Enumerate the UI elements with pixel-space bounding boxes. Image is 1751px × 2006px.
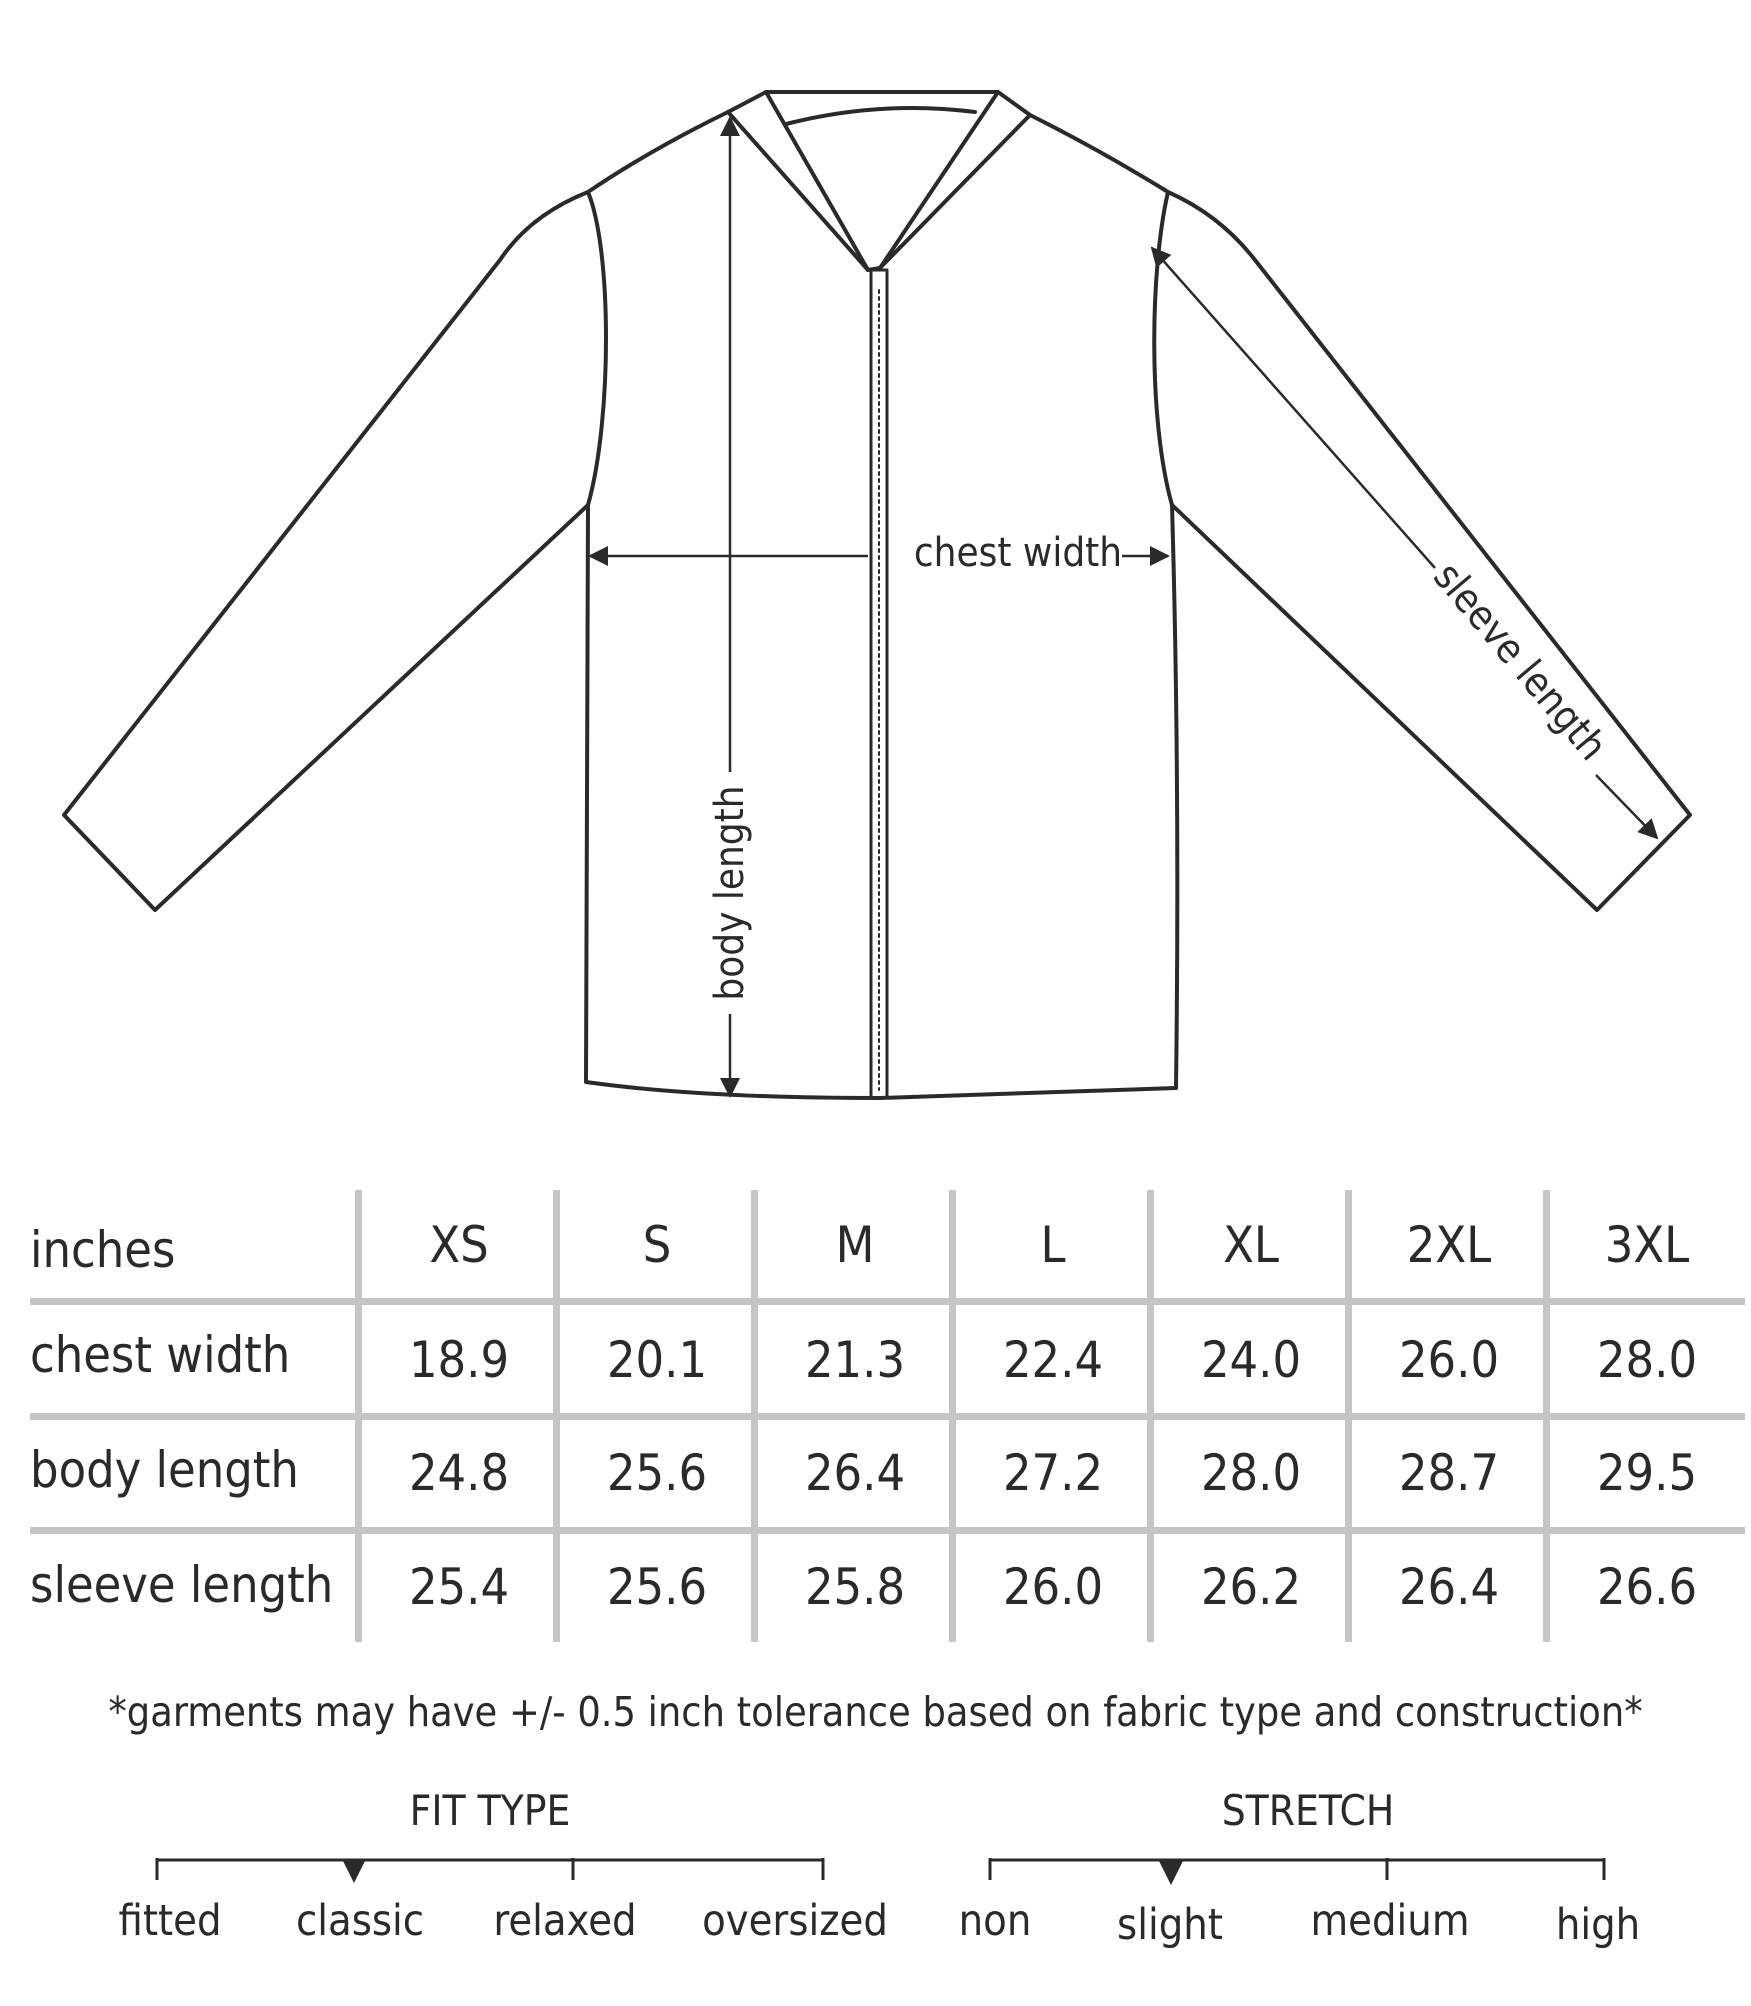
fit-type-title: FIT TYPE: [409, 1786, 571, 1835]
table-cell: 29.5: [1596, 1444, 1698, 1502]
fit-type-marker: [343, 1861, 365, 1883]
table-cell: 27.2: [1002, 1444, 1104, 1502]
table-cell: 25.8: [804, 1558, 906, 1616]
table-cell: 25.6: [606, 1444, 708, 1502]
table-cell: 28.0: [1596, 1331, 1698, 1389]
table-cell: 25.4: [408, 1558, 510, 1616]
size-header: L: [1040, 1216, 1066, 1274]
row-label-sleeve: sleeve length: [30, 1556, 334, 1614]
size-header: XL: [1223, 1216, 1279, 1274]
table-cell: 22.4: [1002, 1331, 1104, 1389]
table-cell: 24.8: [408, 1444, 510, 1502]
unit-label: inches: [30, 1221, 176, 1279]
size-header: XS: [429, 1216, 489, 1274]
table-cell: 26.0: [1398, 1331, 1500, 1389]
table-cell: 28.0: [1200, 1444, 1302, 1502]
row-label-body: body length: [30, 1441, 299, 1499]
stretch-marker: [1159, 1861, 1183, 1885]
table-cell: 24.0: [1200, 1331, 1302, 1389]
size-header: M: [835, 1216, 875, 1274]
table-cell: 21.3: [804, 1331, 906, 1389]
stretch-option-high: high: [1555, 1900, 1641, 1950]
table-cell: 25.6: [606, 1558, 708, 1616]
stretch-option-non: non: [958, 1896, 1032, 1946]
table-cell: 26.0: [1002, 1558, 1104, 1616]
table-cell: 26.2: [1200, 1558, 1302, 1616]
fit-option-fitted: fitted: [118, 1896, 222, 1946]
table-cell: 18.9: [408, 1331, 510, 1389]
fit-option-oversized: oversized: [702, 1896, 888, 1946]
size-header: S: [642, 1216, 672, 1274]
fit-option-relaxed: relaxed: [493, 1896, 637, 1946]
fit-option-classic: classic: [295, 1896, 425, 1946]
chest-width-label: chest width: [913, 530, 1123, 576]
body-length-label: body length: [707, 785, 753, 1001]
size-header: 3XL: [1604, 1216, 1690, 1274]
table-cell: 26.6: [1596, 1558, 1698, 1616]
row-label-chest: chest width: [30, 1326, 291, 1384]
table-cell: 26.4: [804, 1444, 906, 1502]
table-cell: 26.4: [1398, 1558, 1500, 1616]
size-header: 2XL: [1406, 1216, 1492, 1274]
table-cell: 20.1: [606, 1331, 708, 1389]
stretch-option-medium: medium: [1310, 1896, 1470, 1946]
tolerance-note: *garments may have +/- 0.5 inch tolerance based on fabric type and construction*: [108, 1688, 1643, 1736]
stretch-option-slight: slight: [1117, 1900, 1223, 1950]
sleeve-length-label: sleeve length: [1424, 553, 1616, 770]
table-cell: 28.7: [1398, 1444, 1500, 1502]
stretch-title: STRETCH: [1221, 1786, 1395, 1835]
